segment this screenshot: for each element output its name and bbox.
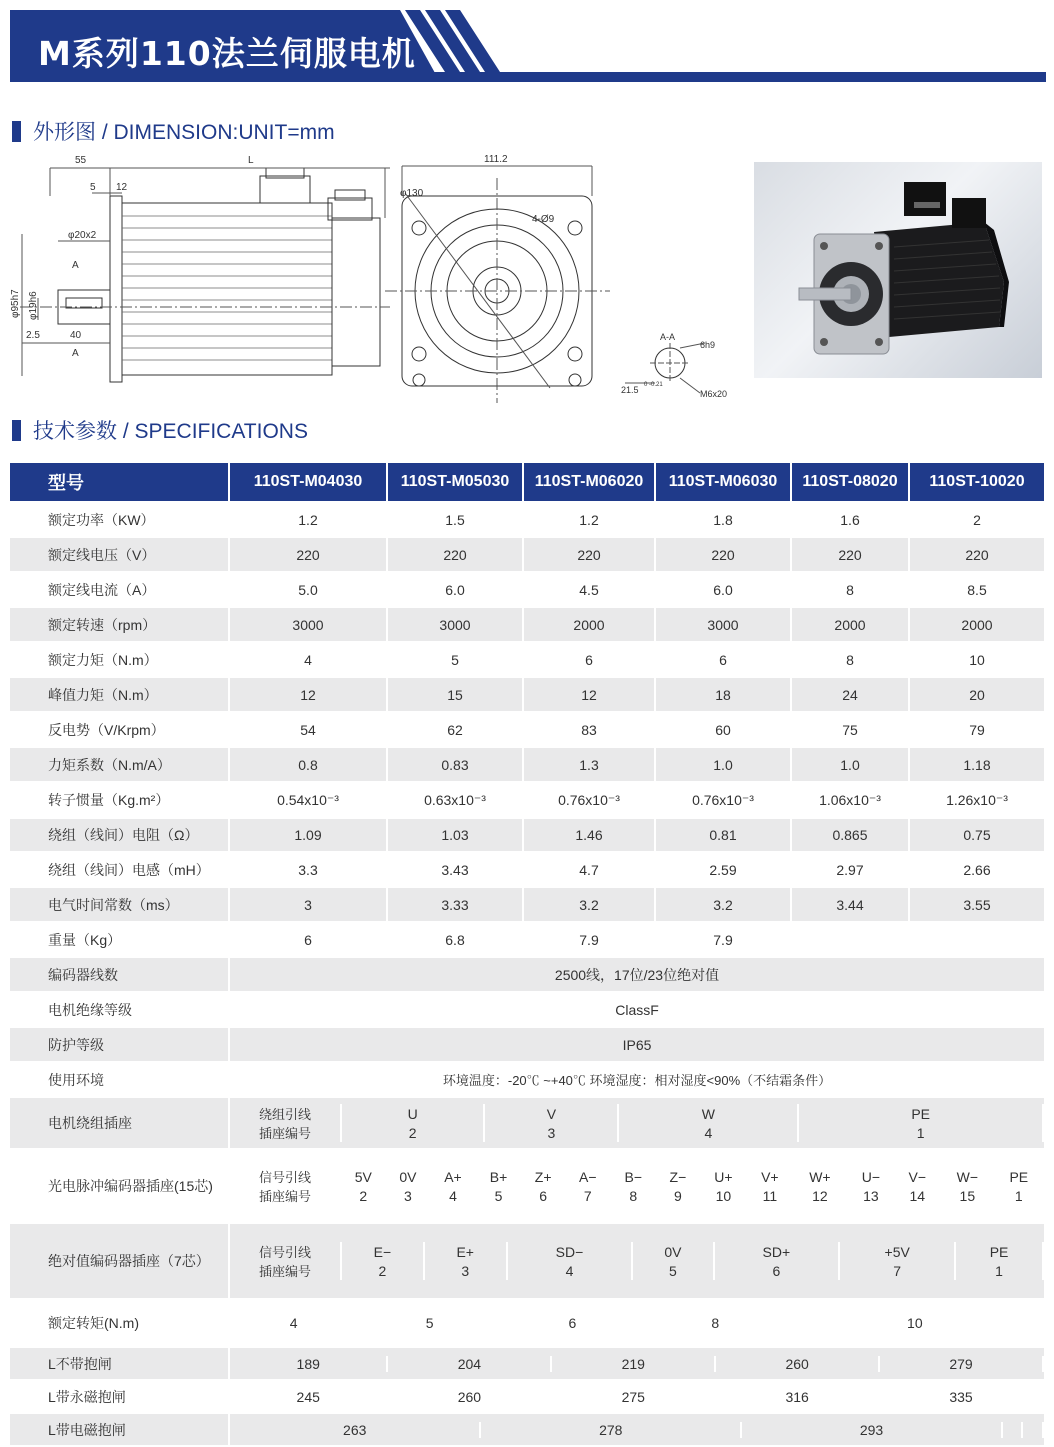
row-value: 8 — [792, 573, 910, 606]
pin-cell: 15 — [940, 1186, 995, 1205]
connector-label: 电机绕组插座 — [10, 1098, 230, 1148]
table-row — [10, 923, 1046, 956]
length-row — [10, 1414, 1046, 1445]
row-value — [792, 923, 910, 956]
pin-cell: PE — [798, 1104, 1043, 1123]
length-value: 278 — [480, 1422, 741, 1438]
row-label: 使用环境 — [10, 1063, 230, 1096]
row-value: 6.0 — [656, 573, 792, 606]
dim-label-A-bot: A — [72, 348, 79, 359]
row-value: 220 — [910, 538, 1046, 571]
pin-cell: SD− — [507, 1242, 633, 1261]
row-value: 220 — [792, 538, 910, 571]
row-label: 额定转速（rpm） — [10, 608, 230, 641]
pin-cell: 2 — [341, 1261, 424, 1280]
section-marker-icon — [12, 121, 21, 142]
pin-cell: E+ — [424, 1242, 507, 1261]
row-value: 1.5 — [388, 503, 524, 536]
pin-cell: V — [484, 1104, 618, 1123]
length-value: 263 — [230, 1422, 480, 1438]
connector-pins — [230, 1098, 1046, 1148]
table-row-merged — [10, 993, 1046, 1026]
pin-row-label: 绕组引线 — [230, 1104, 341, 1123]
pin-cell: U− — [847, 1167, 894, 1186]
pin-row-label: 插座编号 — [230, 1123, 341, 1142]
header-model-6: 110ST-10020 — [910, 463, 1046, 501]
row-merged-value: 2500线，17位/23位绝对值 — [230, 958, 1046, 991]
length-value: 275 — [551, 1389, 715, 1405]
table-row-merged — [10, 958, 1046, 991]
pin-cell: A− — [565, 1167, 611, 1186]
row-label: 重量（Kg） — [10, 923, 230, 956]
row-value — [910, 923, 1046, 956]
dimension-heading — [12, 116, 335, 146]
pin-cell: 1 — [798, 1123, 1043, 1142]
pin-cell: 4 — [507, 1261, 633, 1280]
row-value: 4.5 — [524, 573, 656, 606]
row-value: 220 — [230, 538, 388, 571]
pin-cell: B− — [611, 1167, 657, 1186]
length-value: 219 — [551, 1356, 715, 1372]
pin-cell: 9 — [656, 1186, 700, 1205]
pin-cell: 4 — [618, 1123, 798, 1142]
specs-heading-text: 技术参数 / SPECIFICATIONS — [33, 420, 308, 443]
table-row — [10, 538, 1046, 571]
length-value: 189 — [230, 1356, 387, 1372]
dimension-heading-text: 外形图 / DIMENSION:UNIT=mm — [33, 121, 335, 144]
specs-heading — [12, 415, 308, 445]
row-value: 0.76x10⁻³ — [524, 783, 656, 817]
pin-cell: 5V — [341, 1167, 386, 1186]
dim-label-phi95: φ95h7 — [10, 289, 21, 318]
row-value: 6.0 — [388, 573, 524, 606]
pin-cell: U+ — [700, 1167, 747, 1186]
row-label: 防护等级 — [10, 1028, 230, 1061]
row-value: 3.2 — [524, 888, 656, 921]
row-value: 0.75 — [910, 819, 1046, 851]
length-values-row — [230, 1389, 1043, 1405]
length-values-row — [230, 1356, 1043, 1372]
pin-cell: A+ — [430, 1167, 476, 1186]
row-value: 0.865 — [792, 819, 910, 851]
pin-cell: PE — [995, 1167, 1043, 1186]
sec-label-tolerance: 0 -0.21 — [644, 382, 663, 388]
length-value — [1022, 1422, 1043, 1438]
sec-label-6h9: 6h9 — [700, 340, 716, 350]
row-value: 0.54x10⁻³ — [230, 783, 388, 817]
row-value: 3.55 — [910, 888, 1046, 921]
row-label: 额定线电压（V） — [10, 538, 230, 571]
pin-cell: 3 — [484, 1123, 618, 1142]
pin-cell: 1 — [955, 1261, 1043, 1280]
page-title: M系列110法兰伺服电机 — [38, 34, 416, 73]
table-row — [10, 678, 1046, 711]
row-value: 2.97 — [792, 853, 910, 886]
row-merged-value: 环境温度：-20℃ ~+40℃ 环境湿度：相对湿度<90%（不结霜条件） — [230, 1063, 1046, 1096]
length-values-table — [230, 1389, 1044, 1405]
pin-row-label: 信号引线 — [230, 1242, 341, 1261]
dim-label-5: 5 — [90, 182, 96, 193]
row-value: 2000 — [524, 608, 656, 641]
row-label: 反电势（V/Krpm） — [10, 713, 230, 746]
pin-cell: 2 — [341, 1186, 386, 1205]
length-value: 260 — [387, 1389, 551, 1405]
pin-cell: 0V — [386, 1167, 431, 1186]
row-value: 1.2 — [230, 503, 388, 536]
length-header-table — [230, 1315, 1044, 1331]
pin-cell: 8 — [611, 1186, 657, 1205]
row-value: 1.06x10⁻³ — [792, 783, 910, 817]
connector-row-winding — [10, 1098, 1046, 1148]
table-row — [10, 783, 1046, 817]
motor-illustration — [754, 162, 1042, 378]
connector-label: 光电脉冲编码器插座(15芯) — [10, 1150, 230, 1222]
row-value: 54 — [230, 713, 388, 746]
pin-row — [230, 1167, 1043, 1186]
row-value: 3000 — [230, 608, 388, 641]
dim-label-phi19: φ19h6 — [28, 291, 39, 320]
dim-label-L: L — [248, 155, 254, 166]
dim-label-40: 40 — [70, 330, 82, 341]
dim-label-111-2: 111.2 — [484, 154, 508, 165]
row-value: 0.63x10⁻³ — [388, 783, 524, 817]
pin-cell: Z− — [656, 1167, 700, 1186]
pin-cell: 13 — [847, 1186, 894, 1205]
connector-pins — [230, 1224, 1046, 1298]
row-value: 1.09 — [230, 819, 388, 851]
table-header-row — [10, 463, 1046, 501]
length-value: 260 — [715, 1356, 879, 1372]
length-row-label: L带永磁抱闸 — [10, 1381, 230, 1412]
connector-pins — [230, 1150, 1046, 1222]
pin-table — [230, 1104, 1044, 1142]
row-value: 18 — [656, 678, 792, 711]
pin-cell: +5V — [839, 1242, 955, 1261]
pin-cell: 6 — [521, 1186, 565, 1205]
row-value: 8.5 — [910, 573, 1046, 606]
motor-photo — [754, 162, 1042, 378]
row-value: 220 — [388, 538, 524, 571]
dim-label-A-top: A — [72, 260, 79, 271]
pin-cell: 14 — [895, 1186, 941, 1205]
row-value: 6.8 — [388, 923, 524, 956]
pin-cell: E− — [341, 1242, 424, 1261]
pin-cell: PE — [955, 1242, 1043, 1261]
pin-cell: 3 — [424, 1261, 507, 1280]
row-value: 0.83 — [388, 748, 524, 781]
row-value: 0.81 — [656, 819, 792, 851]
length-value: 279 — [879, 1356, 1043, 1372]
length-value: 316 — [715, 1389, 879, 1405]
row-value: 6 — [524, 643, 656, 676]
row-value: 3.2 — [656, 888, 792, 921]
pin-cell: 11 — [747, 1186, 793, 1205]
header-model-5: 110ST-08020 — [792, 463, 910, 501]
row-value: 3.33 — [388, 888, 524, 921]
pin-row-label: 插座编号 — [230, 1261, 341, 1280]
pin-table — [230, 1167, 1044, 1205]
table-row — [10, 748, 1046, 781]
pin-row — [230, 1261, 1043, 1280]
section-marker-icon — [12, 420, 21, 441]
table-row — [10, 853, 1046, 886]
row-value: 8 — [792, 643, 910, 676]
dimension-drawing — [10, 148, 730, 410]
title-banner — [10, 10, 1046, 82]
pin-cell: 6 — [714, 1261, 840, 1280]
row-value: 0.76x10⁻³ — [656, 783, 792, 817]
row-value: 2 — [910, 503, 1046, 536]
connector-row-encoder7 — [10, 1224, 1046, 1298]
table-row — [10, 503, 1046, 536]
pin-cell: 12 — [793, 1186, 848, 1205]
row-value: 1.46 — [524, 819, 656, 851]
row-value: 79 — [910, 713, 1046, 746]
row-value: 3000 — [388, 608, 524, 641]
row-value: 220 — [656, 538, 792, 571]
length-row — [10, 1381, 1046, 1412]
row-value: 7.9 — [656, 923, 792, 956]
dim-label-phi130: φ130 — [400, 188, 424, 199]
row-value: 62 — [388, 713, 524, 746]
row-merged-value: IP65 — [230, 1028, 1046, 1061]
row-value: 60 — [656, 713, 792, 746]
pin-cell: W+ — [793, 1167, 848, 1186]
length-torque: 10 — [787, 1315, 1043, 1331]
length-header-values — [230, 1300, 1046, 1346]
row-value: 5.0 — [230, 573, 388, 606]
row-value: 10 — [910, 643, 1046, 676]
row-value: 0.8 — [230, 748, 388, 781]
spec-table — [10, 461, 1046, 1447]
pin-cell: W — [618, 1104, 798, 1123]
row-merged-value: ClassF — [230, 993, 1046, 1026]
row-value: 220 — [524, 538, 656, 571]
length-value: 335 — [879, 1389, 1043, 1405]
pin-cell: Z+ — [521, 1167, 565, 1186]
row-value: 1.0 — [656, 748, 792, 781]
pin-cell: V+ — [747, 1167, 793, 1186]
length-row-label: L带电磁抱闸 — [10, 1414, 230, 1445]
dim-label-2-5: 2.5 — [26, 330, 40, 341]
length-values-row — [230, 1422, 1043, 1438]
length-torque: 6 — [501, 1315, 644, 1331]
row-label: 转子惯量（Kg.m²） — [10, 783, 230, 817]
row-label: 力矩系数（N.m/A） — [10, 748, 230, 781]
row-label: 电机绝缘等级 — [10, 993, 230, 1026]
row-value: 7.9 — [524, 923, 656, 956]
row-value: 12 — [524, 678, 656, 711]
row-value: 1.8 — [656, 503, 792, 536]
table-row-merged — [10, 1063, 1046, 1096]
pin-cell: 2 — [341, 1123, 484, 1142]
length-row — [10, 1348, 1046, 1379]
row-label: 额定线电流（A） — [10, 573, 230, 606]
pin-row — [230, 1186, 1043, 1205]
row-value: 3.3 — [230, 853, 388, 886]
pin-cell: 1 — [995, 1186, 1043, 1205]
pin-row — [230, 1242, 1043, 1261]
table-row — [10, 819, 1046, 851]
length-row-values — [230, 1414, 1046, 1445]
row-value: 15 — [388, 678, 524, 711]
row-label: 电气时间常数（ms） — [10, 888, 230, 921]
row-value: 75 — [792, 713, 910, 746]
length-torque: 5 — [358, 1315, 501, 1331]
dim-label-phi20: φ20x2 — [68, 230, 97, 241]
row-value: 6 — [656, 643, 792, 676]
row-value: 3000 — [656, 608, 792, 641]
header-model-3: 110ST-M06020 — [524, 463, 656, 501]
pin-cell: 0V — [632, 1242, 713, 1261]
pin-cell: U — [341, 1104, 484, 1123]
row-label: 额定功率（KW） — [10, 503, 230, 536]
row-value: 24 — [792, 678, 910, 711]
pin-table — [230, 1242, 1044, 1280]
header-model-4: 110ST-M06030 — [656, 463, 792, 501]
row-label: 额定力矩（N.m） — [10, 643, 230, 676]
header-model-2: 110ST-M05030 — [388, 463, 524, 501]
row-value: 1.03 — [388, 819, 524, 851]
pin-cell: 5 — [476, 1186, 522, 1205]
table-row — [10, 573, 1046, 606]
table-row — [10, 888, 1046, 921]
row-label: 编码器线数 — [10, 958, 230, 991]
length-torque: 8 — [644, 1315, 787, 1331]
row-label: 绕组（线间）电阻（Ω） — [10, 819, 230, 851]
length-value: 204 — [387, 1356, 551, 1372]
row-value: 12 — [230, 678, 388, 711]
row-value: 3 — [230, 888, 388, 921]
length-header-inner-row — [230, 1315, 1043, 1331]
row-value: 1.3 — [524, 748, 656, 781]
length-value: 245 — [230, 1389, 387, 1405]
row-value: 1.6 — [792, 503, 910, 536]
connector-row-encoder15 — [10, 1150, 1046, 1222]
row-value: 2000 — [910, 608, 1046, 641]
dim-label-4-phi9: 4-Ø9 — [532, 214, 555, 225]
pin-cell: 3 — [386, 1186, 431, 1205]
pin-cell: SD+ — [714, 1242, 840, 1261]
connector-label: 绝对值编码器插座（7芯） — [10, 1224, 230, 1298]
pin-cell: 4 — [430, 1186, 476, 1205]
pin-row — [230, 1104, 1043, 1123]
front-view — [385, 166, 610, 403]
table-row — [10, 713, 1046, 746]
row-value: 5 — [388, 643, 524, 676]
row-value: 1.0 — [792, 748, 910, 781]
row-value: 83 — [524, 713, 656, 746]
row-value: 6 — [230, 923, 388, 956]
pin-cell: W− — [940, 1167, 995, 1186]
row-value: 1.18 — [910, 748, 1046, 781]
dim-label-55: 55 — [75, 155, 87, 166]
pin-cell: 10 — [700, 1186, 747, 1205]
pin-cell: 7 — [565, 1186, 611, 1205]
row-value: 1.2 — [524, 503, 656, 536]
length-row-label: L不带抱闸 — [10, 1348, 230, 1379]
pin-row — [230, 1123, 1043, 1142]
row-label: 绕组（线间）电感（mH） — [10, 853, 230, 886]
length-header-label: 额定转矩(N.m) — [10, 1300, 230, 1346]
header-model-1: 110ST-M04030 — [230, 463, 388, 501]
length-values-table — [230, 1422, 1044, 1438]
pin-row-label: 插座编号 — [230, 1186, 341, 1205]
row-value: 4 — [230, 643, 388, 676]
length-row-values — [230, 1348, 1046, 1379]
row-value: 4.7 — [524, 853, 656, 886]
row-value: 1.26x10⁻³ — [910, 783, 1046, 817]
sec-label-M6x20: M6x20 — [700, 389, 728, 399]
row-value: 3.43 — [388, 853, 524, 886]
length-header-row — [10, 1300, 1046, 1346]
row-value: 20 — [910, 678, 1046, 711]
length-value — [1002, 1422, 1023, 1438]
table-row — [10, 608, 1046, 641]
pin-cell: B+ — [476, 1167, 522, 1186]
row-label: 峰值力矩（N.m） — [10, 678, 230, 711]
length-values-table — [230, 1356, 1044, 1372]
row-value: 3.44 — [792, 888, 910, 921]
table-row-merged — [10, 1028, 1046, 1061]
pin-cell: 7 — [839, 1261, 955, 1280]
length-value: 293 — [741, 1422, 1002, 1438]
sec-label-AA: A-A — [660, 332, 676, 342]
dim-label-12: 12 — [116, 182, 128, 193]
length-torque: 4 — [230, 1315, 358, 1331]
length-row-values — [230, 1381, 1046, 1412]
header-model-label: 型号 — [10, 463, 230, 501]
pin-cell: V− — [895, 1167, 941, 1186]
row-value: 2000 — [792, 608, 910, 641]
pin-row-label: 信号引线 — [230, 1167, 341, 1186]
table-row — [10, 643, 1046, 676]
pin-cell: 5 — [632, 1261, 713, 1280]
row-value: 2.66 — [910, 853, 1046, 886]
sec-label-21-5: 21.5 — [621, 385, 639, 395]
row-value: 2.59 — [656, 853, 792, 886]
